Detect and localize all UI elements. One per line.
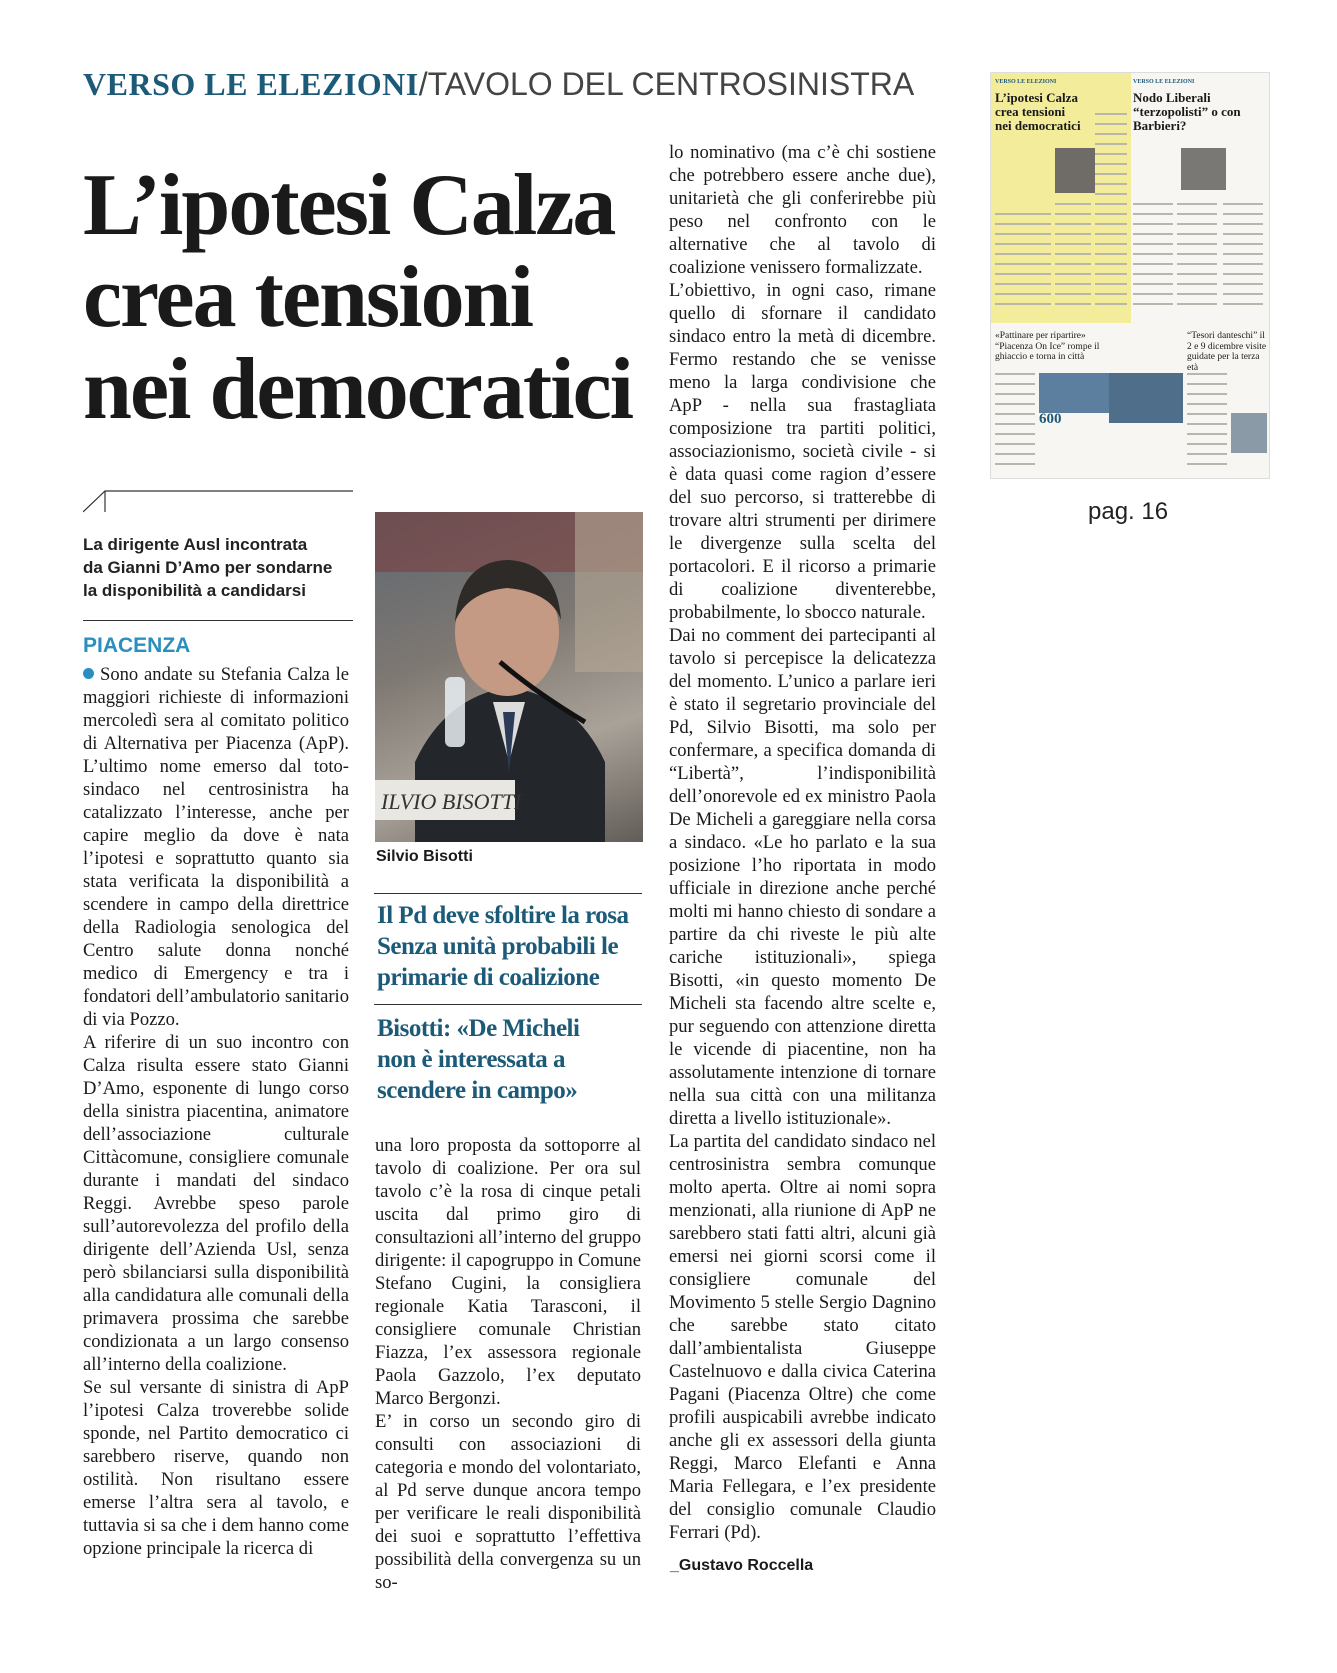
corner-rule [83, 490, 353, 514]
pullquote-line: scendere in campo» [377, 1077, 578, 1104]
pullquote-line: Il Pd deve sfoltire la rosa [377, 902, 629, 929]
divider [374, 1004, 642, 1005]
bullet-dot-icon [83, 668, 94, 679]
headline [83, 157, 683, 438]
divider [83, 620, 353, 621]
thumbnail-right-kicker: VERSO LE ELEZIONI [1133, 79, 1195, 85]
kicker [83, 66, 914, 103]
pullquote-2 [377, 1013, 642, 1106]
paragraph: L’obiettivo, in ogni caso, rimane quello di sfornare il candidato sindaco entro la metà di dicembre. Fermo restando che se venisse meno la larga condivisione che ApP - nella sua frastagliata composizione tra partiti politici, associazionismo, società civile - si è data quasi come ragion d’essere del suo percorso, si tratterebbe di trovare altri strumenti per dirimere le divergenze sulla scelta del portacolori. E il ricorso a primarie di coalizione diventerebbe, probabilmente, lo sbocco naturale. [669, 280, 936, 623]
paragraph: La partita del candidato sindaco nel centrosinistra sembra comunque molto aperta. Oltre ai nomi sopra menzionati, alla riunione di ApP ne sarebbero stati fatti altri, alcuni già emersi nei giorni scorsi come il consigliere comunale del Movimento 5 stelle Sergio Dagnino che sarebbe stato citato dall’ambientalista Giuseppe Castelnuovo e dalla civica Caterina Pagani (Piacenza Oltre) che come profili auspicabili avrebbe indicato anche gli ex assessori della giunta Reggi, Marco Elefanti e Anna Maria Fellegara, e l’ex presidente del consiglio comunale Claudio Ferrari (Pd). [669, 1131, 936, 1543]
photo-silvio-bisotti [375, 512, 643, 842]
dateline: PIACENZA [83, 634, 191, 657]
subdeck-line: la disponibilità a candidarsi [83, 581, 306, 600]
subdeck-line: da Gianni D’Amo per sondarne [83, 558, 333, 577]
page-reference: pag. 16 [1088, 498, 1169, 525]
article-column-1 [83, 663, 349, 1560]
article-column-2 [375, 1134, 641, 1594]
thumbnail-photo [1109, 373, 1183, 423]
pullquote-line: Senza unità probabili le [377, 933, 619, 960]
kicker-section: VERSO LE ELEZIONI [83, 66, 419, 102]
paragraph: A riferire di un suo incontro con Calza risulta essere stato Gianni D’Amo, esponente di lungo corso della sinistra piacentina, animatore dell’associazione culturale Cittàcomune, consigliere comunale durante i mandati del sindaco Reggi. Avrebbe speso parole sull’autorevolezza del profilo della dirigente dell’Azienda Usl, senza però sbilanciarsi sulla disponibilità alla candidatura alle comunali della primavera prossima che sarebbe condizionata a un largo consenso all’interno della coalizione. [83, 1032, 349, 1375]
thumbnail-ad [1231, 413, 1267, 453]
thumbnail-photo [1181, 148, 1226, 190]
pullquote-1 [377, 900, 642, 993]
paragraph: Se sul versante di sinistra di ApP l’ipotesi Calza troverebbe solide sponde, nel Partito democratico ci sarebbero riserve, quando non ostilità. Non risultano essere emerse l’altra sera al tavolo, e tuttavia si sa che i dem hanno come opzione principale la ricerca di [83, 1377, 349, 1559]
thumbnail-big-number: 600 [1039, 411, 1062, 427]
pullquote-line: Bisotti: «De Micheli [377, 1015, 580, 1042]
photo-caption: Silvio Bisotti [376, 848, 473, 865]
headline-line: crea tensioni [83, 249, 532, 346]
headline-line: L’ipotesi Calza [83, 157, 615, 254]
paragraph: lo nominativo (ma c’è chi sostiene che potrebbero essere anche due), unitarietà che gli conferirebbe più peso nel confronto con le alternative che al tavolo di coalizione venissero formalizzate. [669, 142, 936, 278]
nameplate-text: ILVIO BISOTTI [381, 789, 522, 814]
thumbnail-bottom-right: “Tesori danteschi” il 2 e 9 dicembre visite guidate per la terza età [1187, 331, 1267, 373]
thumbnail-bottom-left: «Pattinare per ripartire» “Piacenza On Ice” rompe il ghiaccio e torna in città [995, 331, 1100, 362]
kicker-topic: TAVOLO DEL CENTROSINISTRA [427, 66, 915, 102]
paragraph: una loro proposta da sottoporre al tavolo di coalizione. Per ora sul tavolo c’è la rosa di cinque petali uscita dal primo giro di consultazioni all’interno del gruppo dirigente: il capogruppo in Comune Stefano Cugini, la consigliera regionale Katia Tarasconi, il consigliere comunale Christian Fiazza, l’ex assessora regionale Paola Gazzolo, l’ex deputato Marco Bergonzi. [375, 1135, 641, 1409]
headline-line: nei democratici [83, 341, 633, 438]
kicker-separator: / [418, 66, 428, 102]
paragraph: E’ in corso un secondo giro di consulti con associazioni di categoria e mondo del volontariato, al Pd serve dunque ancora tempo per verificare le reali disponibilità dei suoi e soprattutto l’effettiva possibilità della convergenza su un so- [375, 1411, 641, 1593]
thumbnail-left-kicker: VERSO LE ELEZIONI [995, 79, 1057, 85]
thumbnail-left-headline: L’ipotesi Calza crea tensioni nei democratici [995, 90, 1081, 133]
paragraph: Sono andate su Stefania Calza le maggiori richieste di informazioni mercoledì sera al comitato politico di Alternativa per Piacenza (ApP). L’ultimo nome emerso dal toto-sindaco nel centrosinistra ha catalizzato l’interesse, anche per capire meglio da dove è nata l’ipotesi e soprattutto quanto sia stata verificata la disponibilità a scendere in campo della direttrice della Radiologia senologica del Centro salute donna nonché medico di Emergency e tra i fondatori dell’ambulatorio sanitario di via Pozzo. [83, 664, 349, 1030]
article-column-3 [669, 141, 936, 1544]
pullquote-line: primarie di coalizione [377, 964, 600, 991]
byline: _Gustavo Roccella [670, 1557, 814, 1574]
paragraph: Dai no comment dei partecipanti al tavolo si percepisce la delicatezza del momento. L’unico a parlare ieri è stato il segretario provinciale del Pd, Silvio Bisotti, ma solo per confermare, a specifica domanda di “Libertà”, l’indisponibilità dell’onorevole ed ex ministro Paola De Micheli a gareggiare nella corsa a sindaco. «Le ho parlato e la sua posizione l’ho riportata in modo ufficiale in direzione anche perché molti mi hanno chiesto di sondare a partire da chi riveste le più alte cariche istituzionali», spiega Bisotti, «in questo momento De Micheli sta facendo altre scelte e, pur seguendo con attenzione diretta le vicende di piacentine, non ha assolutamente intenzione di tornare nella sua città con una militanza diretta a livello istituzionale». [669, 625, 936, 1129]
thumbnail-right-headline: Nodo Liberali “terzopolisti” o con Barbieri? [1133, 90, 1241, 133]
page-thumbnail [990, 72, 1270, 479]
subdeck-line: La dirigente Ausl incontrata [83, 535, 308, 554]
portrait-illustration [375, 512, 643, 842]
subdeck [83, 533, 363, 602]
pullquote-line: non è interessata a [377, 1046, 565, 1073]
thumbnail-photo [1055, 148, 1095, 193]
divider [374, 893, 642, 894]
